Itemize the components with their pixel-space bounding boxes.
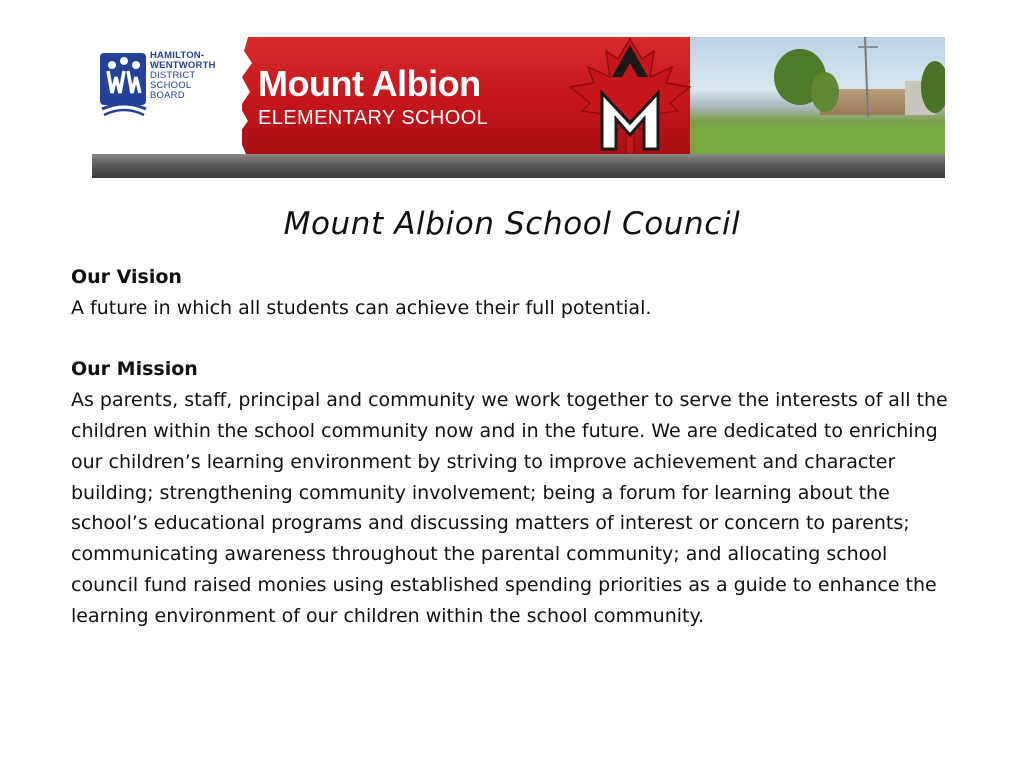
vision-heading: Our Vision <box>71 266 182 288</box>
photo-trees <box>690 37 945 154</box>
board-name-line: WENTWORTH <box>150 60 216 71</box>
board-name <box>150 51 216 101</box>
vision-text: A future in which all students can achieve their full potential. <box>71 296 652 319</box>
school-name: Mount Albion <box>258 63 481 104</box>
board-name-line: HAMILTON- <box>150 50 205 61</box>
mission-heading: Our Mission <box>71 358 198 381</box>
board-logo-icon <box>98 51 154 121</box>
board-name-line: BOARD <box>150 90 185 101</box>
section-spacer <box>71 324 951 355</box>
school-photo <box>690 37 945 154</box>
board-name-line: DISTRICT <box>150 70 196 81</box>
banner-gray-band <box>92 154 945 178</box>
board-logo-panel <box>92 37 242 154</box>
council-statement <box>71 262 951 632</box>
page-title: Mount Albion School Council <box>283 206 741 242</box>
mission-text: As parents, staff, principal and community we work together to serve the interests of all the children within the school community now and in the future. We are dedicated to enriching our children’s learning environment by striving to improve achievement and character building; strengthening community involvement; being a forum for learning about the school’s educational programs and discussing matters of interest or concern to parents; communicating awareness throughout the parental community; and allocating school council fund raised monies using established spending priorities as a guide to enhance the learning environment of our children within the school community. <box>71 389 948 627</box>
board-name-line: SCHOOL <box>150 80 192 91</box>
maple-leaf-emblem-icon <box>550 37 710 154</box>
header-banner <box>92 37 945 178</box>
school-subtitle: ELEMENTARY SCHOOL <box>258 107 489 129</box>
